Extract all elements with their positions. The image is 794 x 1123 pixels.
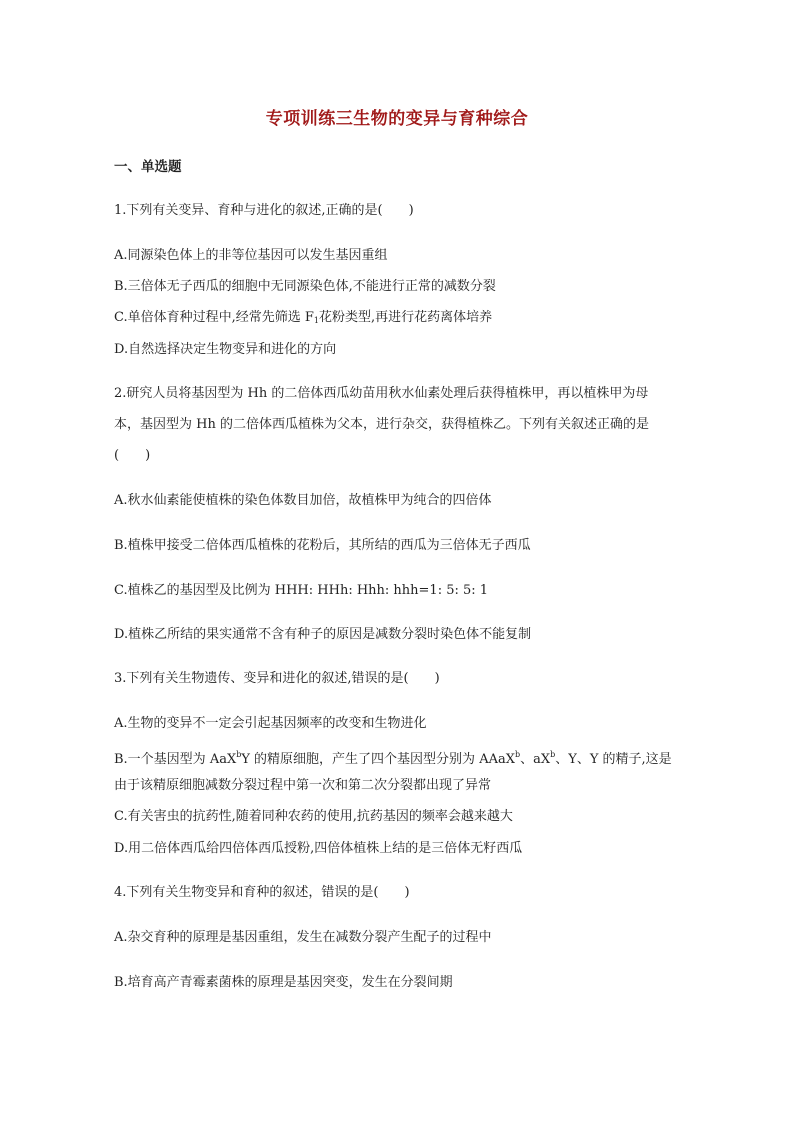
question-2-stem-line-3: ( ) xyxy=(114,448,151,463)
question-2-option-b: B.植株甲接受二倍体西瓜植株的花粉后，其所结的西瓜为三倍体无子西瓜 xyxy=(114,538,531,553)
superscript-b-1: b xyxy=(236,750,242,759)
option-b-text-2: Y 的精原细胞，产生了四个基因型分别为 AAaX xyxy=(241,752,515,767)
superscript-b-2: b xyxy=(514,750,521,759)
question-1-option-a: A.同源染色体上的非等位基因可以发生基因重组 xyxy=(114,248,388,263)
question-3-option-b-line-2: 由于该精原细胞减数分裂过程中第一次和第二次分裂都出现了异常 xyxy=(114,778,492,793)
question-2-option-a: A.秋水仙素能使植株的染色体数目加倍，故植株甲为纯合的四倍体 xyxy=(114,493,492,508)
question-3-stem: 3.下列有关生物遗传、变异和进化的叙述,错误的是( ) xyxy=(114,671,440,686)
question-1-option-b: B.三倍体无子西瓜的细胞中无同源染色体,不能进行正常的减数分裂 xyxy=(114,279,496,294)
option-c-text-end: 花粉类型,再进行花药离体培养 xyxy=(319,310,493,325)
question-1-option-c xyxy=(114,309,492,330)
section-heading: 一、单选题 xyxy=(114,159,182,175)
question-1-stem: 1.下列有关变异、育种与进化的叙述,正确的是( ) xyxy=(114,203,414,218)
question-3-option-b-line-1 xyxy=(114,746,672,769)
question-4-option-b: B.培育高产青霉素菌株的原理是基因突变，发生在分裂间期 xyxy=(114,975,453,990)
option-b-text-3: 、aX xyxy=(520,752,551,767)
subscript-1: 1 xyxy=(313,316,319,325)
question-2-stem-line-2: 本，基因型为 Hh 的二倍体西瓜植株为父本，进行杂交，获得植株乙。下列有关叙述正确的是 xyxy=(114,417,649,432)
question-4-stem: 4.下列有关生物变异和育种的叙述，错误的是( ) xyxy=(114,885,410,900)
question-2-option-c: C.植株乙的基因型及比例为 HHH: HHh: Hhh: hhh=1: 5: 5: 1 xyxy=(114,583,489,598)
question-2-stem-line-1: 2.研究人员将基因型为 Hh 的二倍体西瓜幼苗用秋水仙素处理后获得植株甲，再以植株甲为母 xyxy=(114,386,649,401)
question-3-option-d: D.用二倍体西瓜给四倍体西瓜授粉,四倍体植株上结的是三倍体无籽西瓜 xyxy=(114,841,523,856)
option-b-text-4: 、Y、Y 的精子,这是 xyxy=(555,752,672,767)
question-2-option-d: D.植株乙所结的果实通常不含有种子的原因是减数分裂时染色体不能复制 xyxy=(114,627,532,642)
question-3-option-c: C.有关害虫的抗药性,随着同种农药的使用,抗药基因的频率会越来越大 xyxy=(114,809,513,824)
question-3-option-a: A.生物的变异不一定会引起基因频率的改变和生物进化 xyxy=(114,716,427,731)
option-c-text-start: C.单倍体育种过程中,经常先筛选 F xyxy=(114,310,314,325)
superscript-b-3: b xyxy=(550,750,556,759)
option-b-text-1: B.一个基因型为 AaX xyxy=(114,752,237,767)
page-title: 专项训练三生物的变异与育种综合 xyxy=(265,109,529,129)
question-1-option-d: D.自然选择决定生物变异和进化的方向 xyxy=(114,342,337,357)
question-4-option-a: A.杂交育种的原理是基因重组，发生在减数分裂产生配子的过程中 xyxy=(114,930,492,945)
